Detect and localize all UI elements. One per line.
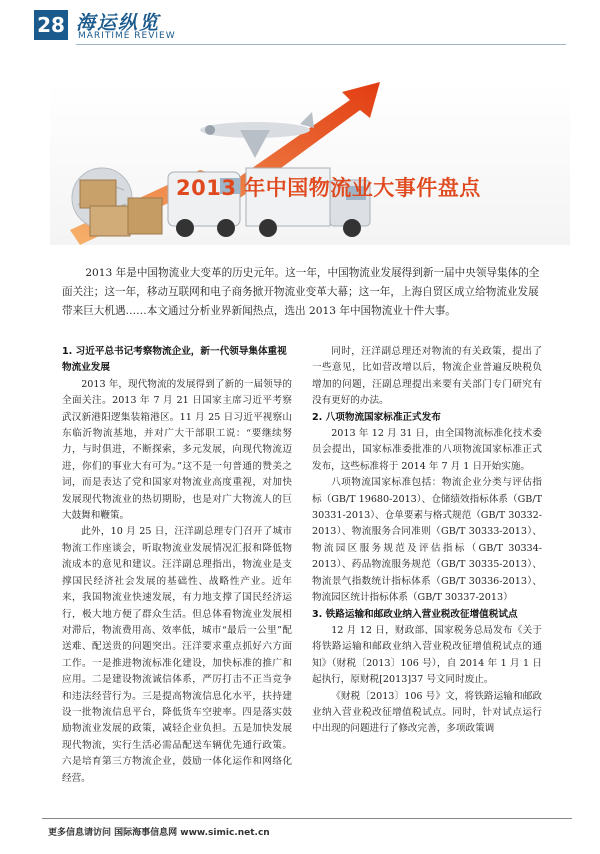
article-headline: 2013 年中国物流业大事件盘点 (176, 176, 481, 200)
section-1-paragraph-1: 2013 年，现代物流的发展得到了新的一届领导的全面关注。2013 年 7 月 21 日国家主席习近平考察武汉新港阳逻集装箱港区。11 月 25 日习近平视察山东临沂物流基地，并对广大干部职工说：“要继续努力，与时俱进，不断探索，多元发展，向现代物流迈进，你们的事业大有可为。”这不是一句普通的赞美之词，而是表达了党和国家对物流业高度重视，对加快发展现代物流业的热切期盼，也是对广大物流人的巨大鼓舞和鞭策。 (62, 378, 292, 522)
section-2-paragraph-1: 2013 年 12 月 31 日，由全国物流标准化技术委员会提出，国家标准委批准的八项物流国家标准正式发布，这些标准将于 2014 年 7 月 1 日开始实施。 (312, 428, 542, 472)
page-footer (42, 818, 572, 845)
section-2-heading: 2. 八项物流国家标准正式发布 (312, 411, 441, 423)
section-3-paragraph-2: 《财税〔2013〕106 号》文，将铁路运输和邮政业纳入营业税改征增值税试点。同时，针对试点运行中出现的问题进行了修改完善，多项政策调 (312, 690, 542, 735)
magazine-subtitle: MARITIME REVIEW (78, 31, 176, 41)
section-1-continuation: 同时，汪洋副总理还对物流的有关政策，提出了一些意见，比如营改增以后，物流企业普遍反映税负增加的问题，汪副总理提出来要有关部门专门研究有没有更好的办法。 (312, 346, 542, 407)
footer-website-text: 更多信息请访问 国际海事信息网 www.simic.net.cn (48, 828, 270, 838)
left-column (62, 344, 292, 787)
section-3-heading: 3. 铁路运输和邮政业纳入营业税改征增值税试点 (312, 608, 518, 620)
magazine-title: 海运纵览 (76, 12, 161, 34)
header-divider (76, 44, 566, 45)
section-1-heading: 1. 习近平总书记考察物流企业，新一代领导集体重视物流业发展 (62, 346, 287, 374)
section-2-paragraph-2: 八项物流国家标准包括：物流企业分类与评估指标（GB/T 19680-2013）、仓储绩效指标体系（GB/T 30331-2013）、仓单要素与格式规范（GB/T 30332-2013）、物流服务合同准则（GB/T 30333-2013）、物流园区服务规范及评估指标（GB/T 30334-2013）、药品物流服务规范（GB/T 30335-2013）、物流景气指数统计指标体系（GB/T 30336-2013）、物流园区统计指标体系（GB/T 30337-2013） (312, 477, 542, 604)
page-header (0, 0, 600, 48)
right-column (312, 344, 542, 738)
article-intro: 2013 年是中国物流业大变革的历史元年。这一年，中国物流业发展得到新一届中央领导集体的全面关注；这一年，移动互联网和电子商务掀开物流业变革大幕；这一年，上海自贸区成立给物流业发展带来巨大机遇……本文通过分析业界新闻热点，选出 2013 年中国物流业十件大事。 (62, 267, 540, 317)
page-number: 28 (34, 10, 68, 40)
section-3-paragraph-1: 12 月 12 日，财政部、国家税务总局发布《关于将铁路运输和邮政业纳入营业税改征增值税试点的通知》（财税〔2013〕106 号），自 2014 年 1 月 1 日起执行，原财税[2013]37 号文同时废止。 (312, 624, 542, 686)
hero-illustration (50, 80, 570, 245)
section-1-paragraph-2: 此外，10 月 25 日，汪洋副总理专门召开了城市物流工作座谈会，听取物流业发展情况汇报和降低物流成本的意见和建议。汪洋副总理指出，物流业是支撑国民经济社会发展的基础性、战略性产业。近年来，我国物流业快速发展，有力地支撑了国民经济运行，极大地方便了群众生活。但总体看物流业发展相对滞后，物流费用高、效率低，城市“最后一公里”配送难、配送贵的问题突出。汪洋要求重点抓好六方面工作。一是推进物流标准化建设，加快标准的推广和应用。二是建设物流诚信体系，严厉打击不正当竞争和违法经营行为。三是提高物流信息化水平，扶持建设一批物流信息平台，降低货车空驶率。四是落实鼓励物流业发展的政策，减轻企业负担。五是加快发展现代物流，实行生活必需品配送车辆优先通行政策。六是培育第三方物流企业，鼓励一体化运作和网络化经营。 (62, 526, 292, 784)
